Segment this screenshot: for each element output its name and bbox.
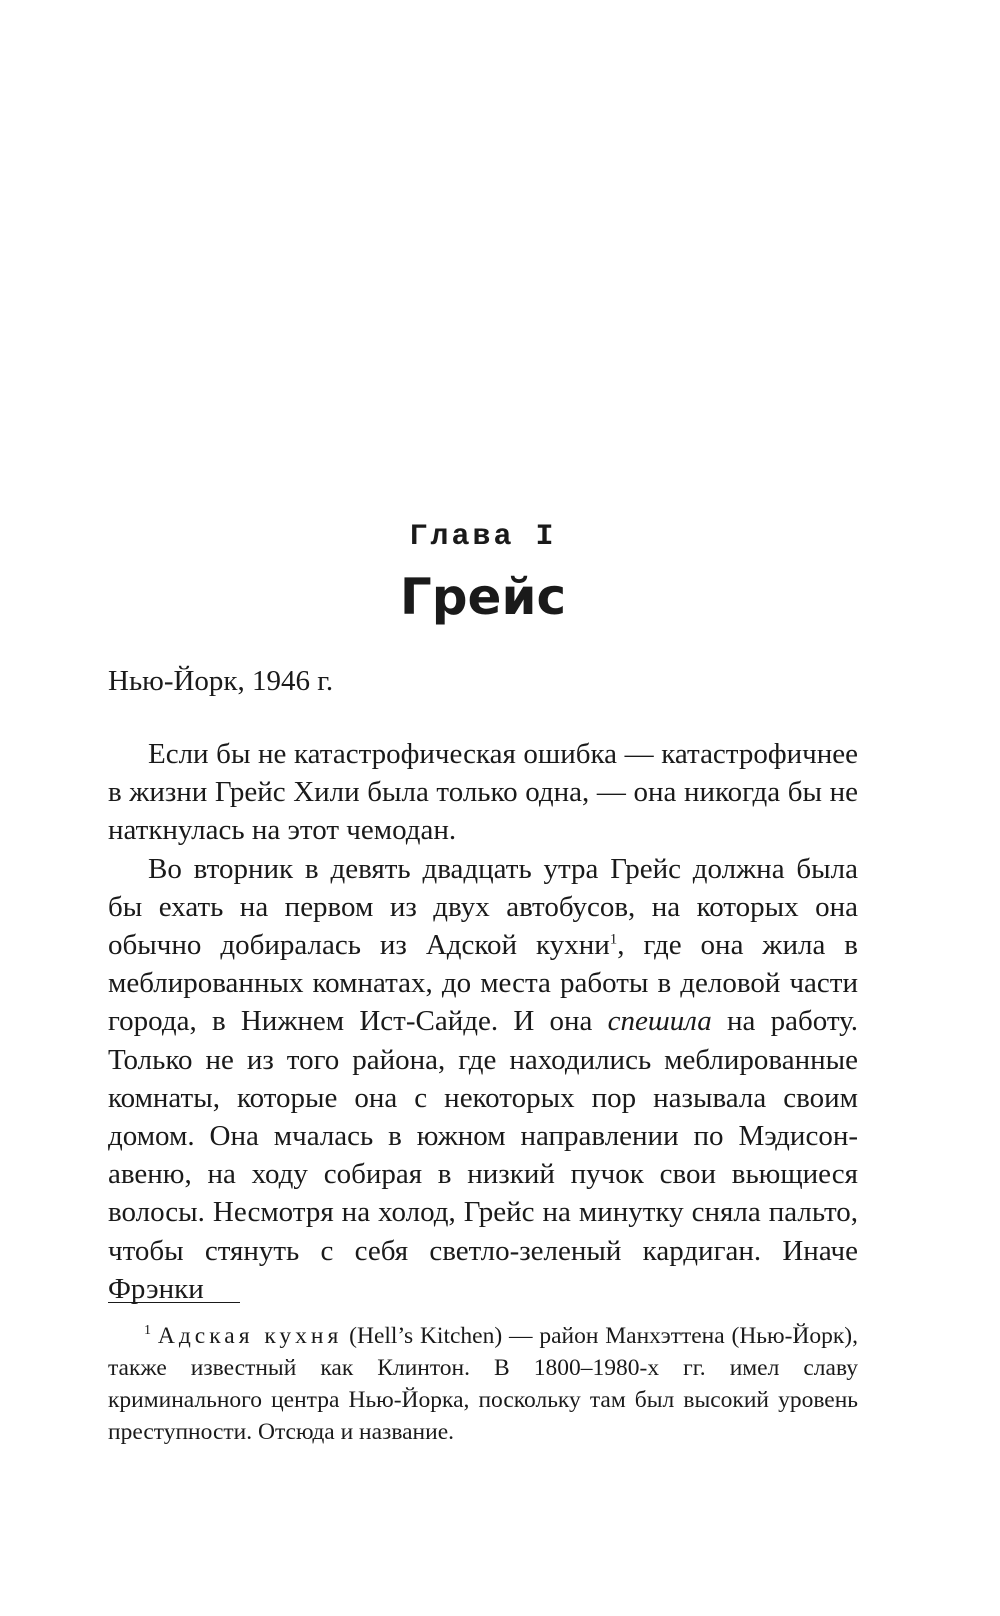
chapter-title: Грейс	[399, 568, 567, 626]
footnote-divider	[108, 1302, 240, 1303]
paragraph-2-part-3: на работу. Только не из того района, где находились меблированные комнаты, которые она с некоторых пор называла своим домом. Она мчалась в южном направлении по Мэдисон-авеню, на ходу собирая в низкий пучок свои вьющиеся волосы. Несмотря на холод, Грейс на минутку сняла пальто, чтобы стянуть с себя светло-зеленый кардиган. Иначе Фрэнки	[108, 1005, 858, 1305]
footnote-text: (Hell’s Kitchen) — район Манхэттена (Нью-Йорк), также известный как Клинтон. В 1800–1980-х гг. имел славу криминального центра Нью-Йорка, поскольку там был высокий уровень преступности. Отсюда и название.	[108, 1323, 858, 1445]
paragraph-2-part-2: , где она жила в меблированных комнатах, до места работы в деловой части города, в Нижнем Ист-Сайде. И она	[108, 929, 858, 1038]
paragraph-2-part-1: Во вторник в девять двадцать утра Грейс должна была бы ехать на первом из двух автобусов, на которых она обычно добиралась из Адской кухни	[108, 852, 858, 962]
footnote-number: 1	[144, 1323, 151, 1339]
footnote	[108, 1320, 858, 1448]
paragraph-2	[108, 850, 858, 1308]
dateline: Нью-Йорк, 1946 г.	[108, 665, 334, 697]
paragraph-2-emphasis: спешила	[607, 1005, 712, 1038]
paragraph-1: Если бы не катастрофическая ошибка — катастрофичнее в жизни Грейс Хили была только одна, — она никогда бы не наткнулась на этот чемодан.	[108, 738, 858, 847]
book-page	[108, 0, 858, 1616]
footnote-reference[interactable]: 1	[609, 931, 618, 948]
footnote-term: Адская кухня	[157, 1323, 343, 1349]
body-text	[108, 735, 858, 1308]
chapter-label: Глава I	[409, 520, 557, 554]
